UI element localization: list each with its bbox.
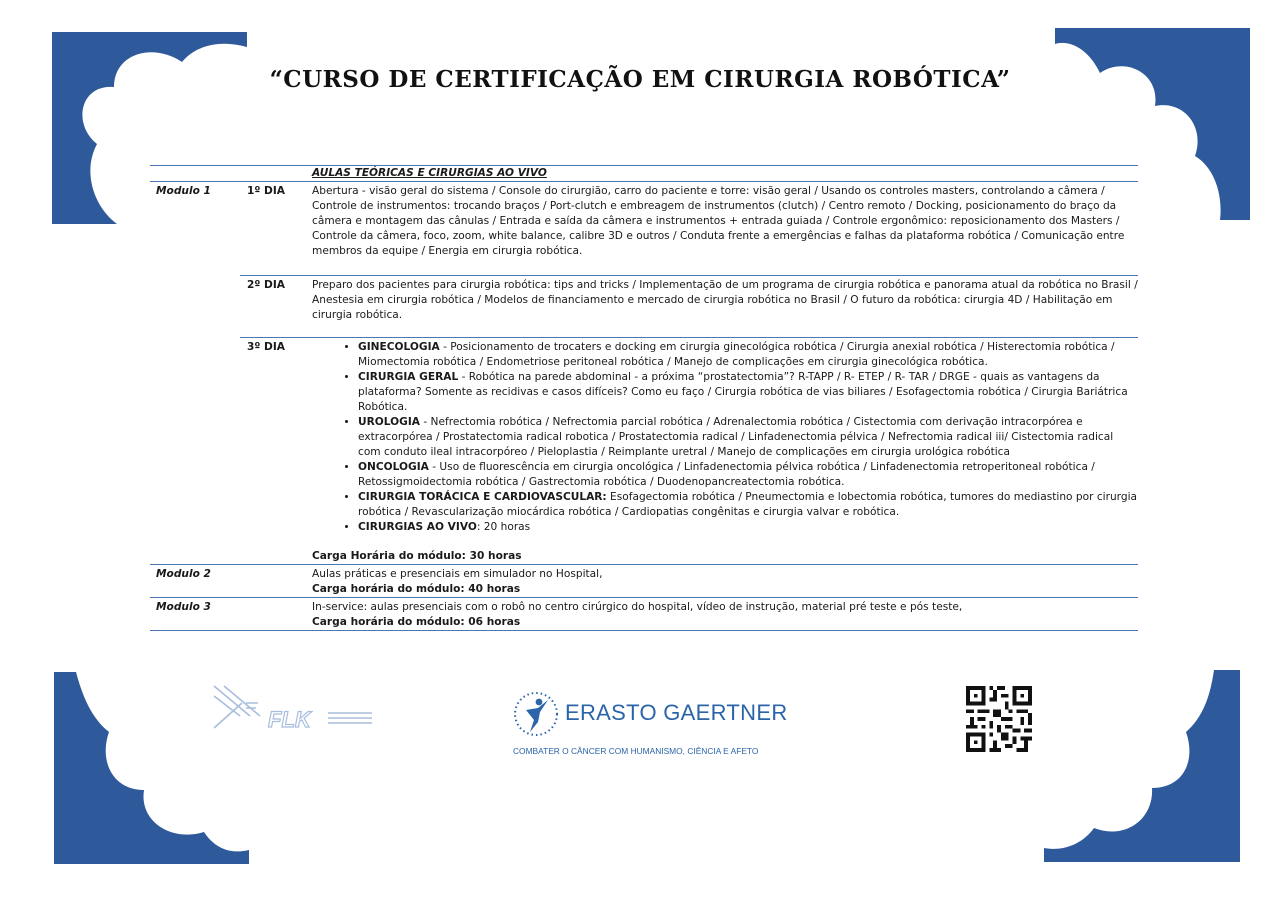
module2-row bbox=[150, 565, 1138, 597]
day2-content: Preparo dos pacientes para cirurgia robótica: tips and tricks / Implementação de um programa de cirurgia robótica e panorama atual da robótica no Brasil / Anestesia em cirurgia robótica / Modelos de financiamento e mercado de cirurgia robótica no Brasil / O futuro da robótica: cirurgia 4D / Habilitação em cirurgia robótica. bbox=[312, 279, 1138, 321]
table-header: AULAS TEÓRICAS E CIRURGIAS AO VIVO bbox=[312, 167, 547, 179]
corner-decoration-bottom-right bbox=[1044, 670, 1240, 862]
flk-logo-text: FLK bbox=[268, 707, 311, 732]
flk-logo bbox=[210, 683, 375, 733]
course-table bbox=[150, 165, 1138, 631]
list-item: • ONCOLOGIA - Uso de fluorescência em cirurgia oncológica / Linfadenectomia pélvica robótica / Linfadenectomia retroperitoneal robótica / Retossigmoidectomia robótica / Gastrectomia robótica / Duodenopancreatectomia robótica. bbox=[358, 460, 1138, 490]
day1-content: Abertura - visão geral do sistema / Console do cirurgião, carro do paciente e torre: visão geral / Usando os controles masters, controlando a câmera / Controle de instrumentos: trocando braços / Port-clutch e embreagem de instrumentos (clutch) / Centro remoto / Docking, posicionamento do braço da câmera e montagem das cânulas / Entrada e saída da câmera e instrumentos + entrada guiada / Controle ergonômico: reposicionamento dos Masters / Controle da câmera, foco, zoom, white balance, calibre 3D e outros / Conduta frente a emergências e falhas da plataforma robótica / Comunicação entre membros da equipe / Energia em cirurgia robótica. bbox=[312, 185, 1125, 257]
module3-hours: Carga horária do módulo: 06 horas bbox=[312, 616, 521, 628]
module3-label: Modulo 3 bbox=[156, 601, 211, 613]
erasto-gaertner-tagline: COMBATER O CÂNCER COM HUMANISMO, CIÊNCIA E AFETO bbox=[513, 746, 759, 756]
table-header-row bbox=[150, 166, 1138, 181]
erasto-gaertner-logo bbox=[512, 690, 788, 760]
day3-label: 3º DIA bbox=[247, 341, 285, 353]
module1-hours: Carga Horária do módulo: 30 horas bbox=[312, 550, 522, 562]
list-item: • UROLOGIA - Nefrectomia robótica / Nefrectomia parcial robótica / Adrenalectomia robótica / Cistectomia com derivação intracorpórea e extracorpórea / Prostatectomia radical robotica / Prostatectomia radical / Linfadenectomia pélvica / Nefrectomia radical iii/ Cistectomia radical com conduto ileal intracorpóreo / Pieloplastia / Reimplante uretral / Manejo de complicações em cirurgia urológica robótica bbox=[358, 415, 1138, 460]
module2-hours: Carga horária do módulo: 40 horas bbox=[312, 583, 521, 595]
module2-label: Modulo 2 bbox=[156, 568, 211, 580]
day2-label: 2º DIA bbox=[247, 279, 285, 291]
list-item: • GINECOLOGIA - Posicionamento de trocaters e docking em cirurgia ginecológica robótica / Cirurgia anexial robótica / Histerectomia robótica / Miomectomia robótica / Endometriose peritoneal robótica / Manejo de complicações em cirurgia ginecológica robótica. bbox=[358, 340, 1138, 370]
module3-row bbox=[150, 598, 1138, 630]
module3-content: In-service: aulas presenciais com o robô no centro cirúrgico do hospital, vídeo de instrução, material pré teste e pós teste, bbox=[312, 601, 963, 613]
list-item: • CIRURGIA TORÁCICA E CARDIOVASCULAR: Esofagectomia robótica / Pneumectomia e lobectomia robótica, tumores do mediastino por cirurgia robótica / Revascularização miocárdica robótica / Cardiopatias congênitas e cirurgia valvar e robótica. bbox=[358, 490, 1138, 520]
erasto-gaertner-name: ERASTO GAERTNER bbox=[565, 700, 788, 725]
page-title: “CURSO DE CERTIFICAÇÃO EM CIRURGIA ROBÓTICA” bbox=[269, 66, 1011, 93]
module1-day2-row bbox=[150, 276, 1138, 323]
day3-topic-list bbox=[312, 340, 1138, 535]
day1-label: 1º DIA bbox=[247, 185, 285, 197]
module1-day1-row bbox=[150, 182, 1138, 259]
qr-code bbox=[965, 686, 1033, 752]
erasto-gaertner-emblem-icon bbox=[512, 690, 560, 738]
module1-label: Modulo 1 bbox=[156, 185, 211, 197]
list-item: • CIRURGIAS AO VIVO: 20 horas bbox=[358, 520, 1138, 535]
module2-content: Aulas práticas e presenciais em simulador no Hospital, bbox=[312, 568, 603, 580]
module1-day3-row bbox=[150, 338, 1138, 564]
flk-logo-mark bbox=[210, 683, 375, 733]
list-item: • CIRURGIA GERAL - Robótica na parede abdominal - a próxima “prostatectomia”? R-TAPP / R- ETEP / R- TAR / DRGE - quais as vantagens da plataforma? Somente as recidivas e casos difíceis? Como eu faço / Cirurgia robótica de vias biliares / Esofagectomia robótica / Cirurgia Bariátrica Robótica. bbox=[358, 370, 1138, 415]
table-rule bbox=[150, 630, 1138, 631]
